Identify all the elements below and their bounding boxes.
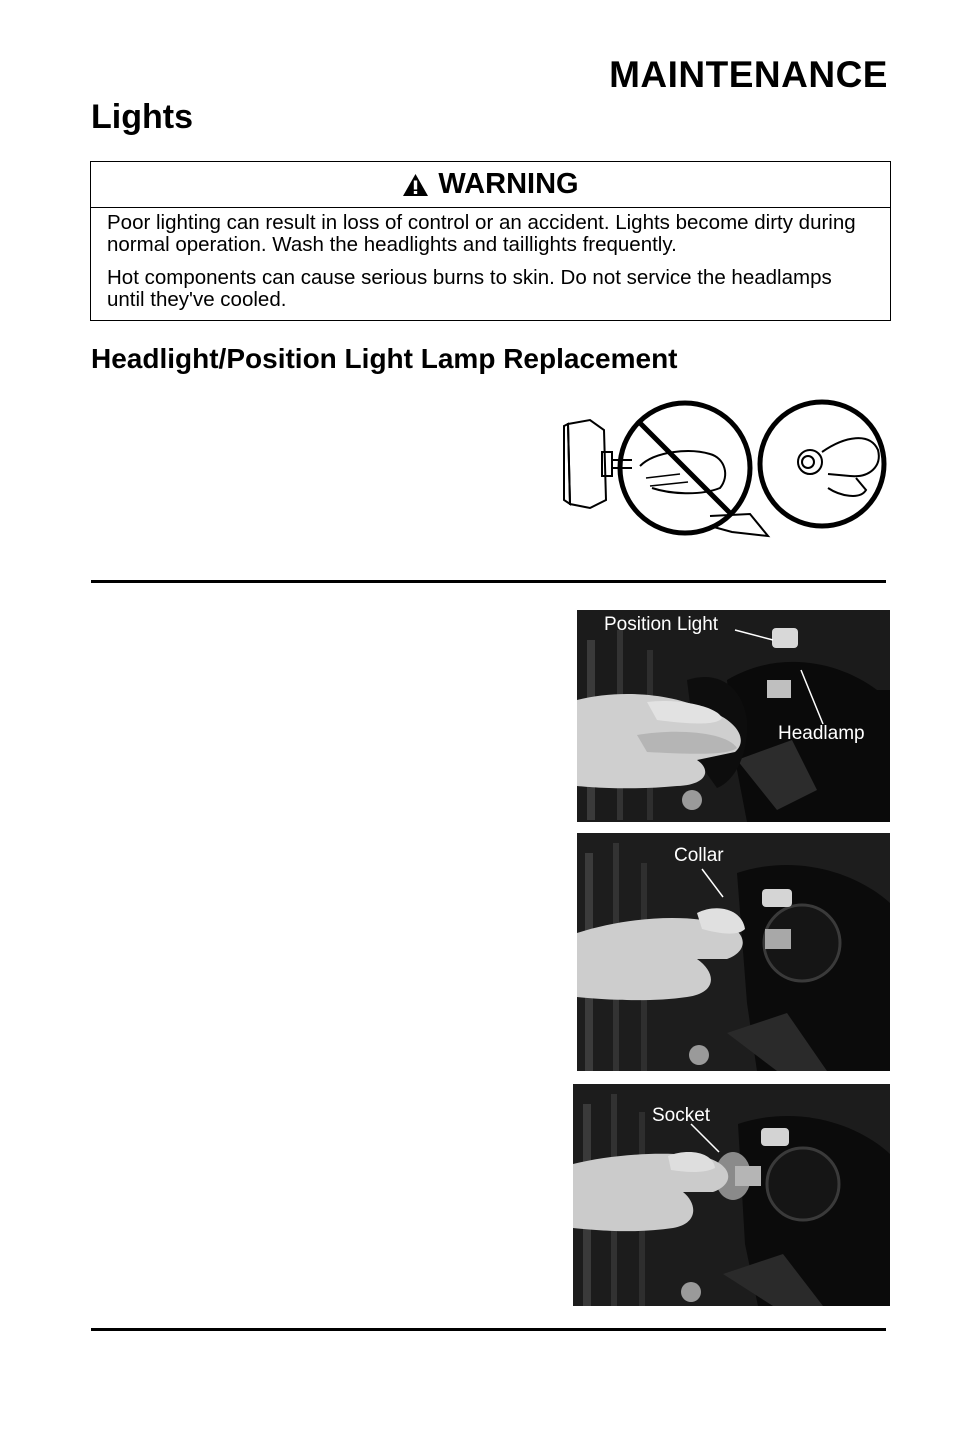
label-position-light: Position Light: [604, 614, 719, 635]
photo-socket: [573, 1084, 890, 1306]
label-collar: Collar: [674, 845, 724, 866]
photo-scene: [577, 833, 890, 1071]
photo-scene: [573, 1084, 890, 1306]
warning-header: [91, 162, 890, 208]
warning-body: [91, 208, 890, 311]
warning-paragraph: Hot components can cause serious burns to skin. Do not service the headlamps until they've cooled.: [107, 266, 832, 311]
photo-collar: [577, 833, 890, 1071]
label-headlamp: Headlamp: [778, 723, 865, 744]
photo-scene: [577, 610, 890, 822]
photo-headlamp-position-light: [577, 610, 890, 822]
subsection-title: Headlight/Position Light Lamp Replacement: [91, 343, 678, 374]
section-title: MAINTENANCE: [609, 54, 888, 95]
divider-rule: [91, 1328, 886, 1331]
warning-triangle-icon: [402, 173, 429, 197]
warning-box: [90, 161, 891, 321]
page-title: Lights: [91, 98, 193, 136]
warning-title: WARNING: [438, 168, 579, 200]
label-socket: Socket: [652, 1105, 711, 1126]
bulb-handling-illustration: [560, 396, 890, 546]
warning-paragraph: Poor lighting can result in loss of control or an accident. Lights become dirty during normal operation. Wash the headlights and taillights frequently.: [107, 211, 856, 256]
divider-rule: [91, 580, 886, 583]
